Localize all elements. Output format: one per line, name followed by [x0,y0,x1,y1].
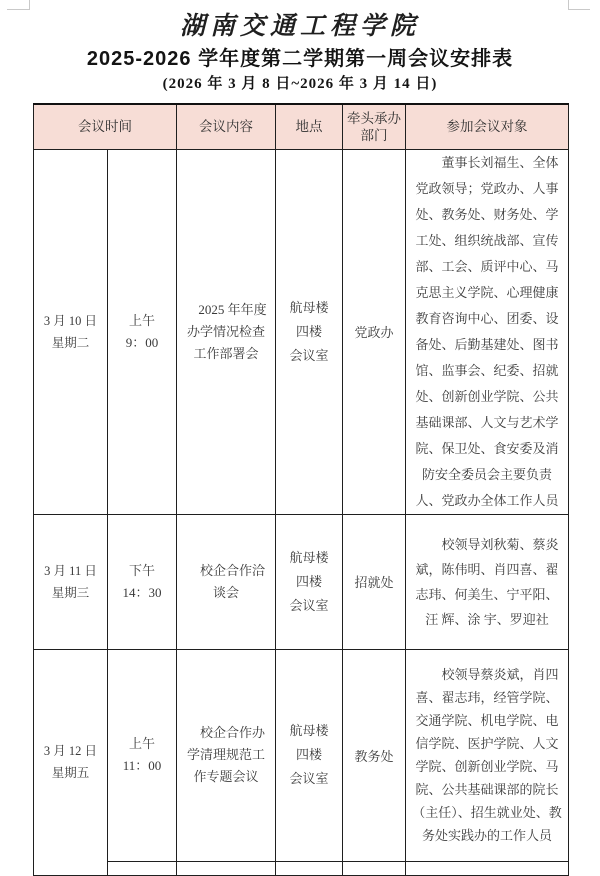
location-line: 会议室 [289,347,329,363]
location-line: 会议室 [289,597,329,613]
meeting-time [108,514,177,649]
meeting-row-1 [34,149,569,514]
col-header-meeting-content: 会议内容 [177,104,276,149]
date-text: 3 月 10 日 [43,313,98,328]
date-text: 3 月 11 日 [44,563,97,578]
participants: 董事长刘福生、全体党政领导；党政办、人事处、教务处、财务处、学工处、组织统战部、宣传部、工会、质评中心、马克思主义学院、心理健康教育咨询中心、团委、设备处、后勤基建处、图书馆、监事会、纪委、招就处、创新创业学院、公共基础课部、人文与艺术学院、保卫处、食安委及消防安全委员会主要负责人、党政办全体工作人员 [406,149,569,514]
location-line: 航母楼 [289,723,329,738]
meeting-content: 校企合作洽谈会 [177,514,276,649]
location-line: 会议室 [289,771,329,786]
weekday-text: 星期二 [51,335,90,350]
lead-department: 党政办 [343,149,406,514]
lead-department [343,861,406,875]
time-text: 9：00 [125,334,159,350]
meeting-content: 校企合作办学清理规范工作专题会议 [177,649,276,861]
participants: 校领导刘秋菊、蔡炎斌，陈伟明、肖四喜、翟志玮、何美生、宁平阳、汪 辉、涂 宇、罗迎社 [406,514,569,649]
meeting-time [108,149,177,514]
location-line: 四楼 [295,747,322,762]
location-line: 航母楼 [289,299,329,315]
period-text: 上午 [128,736,155,751]
meeting-time [108,861,177,875]
meeting-content [177,861,276,875]
meeting-date [34,514,108,649]
weekday-text: 星期五 [51,766,90,780]
lead-department: 教务处 [343,649,406,861]
time-text: 11：00 [122,758,162,773]
meeting-location [276,514,343,649]
location-line: 四楼 [295,323,322,339]
meeting-location [276,649,343,861]
location-line: 航母楼 [289,549,329,565]
period-text: 下午 [128,562,155,578]
date-text: 3 月 12 日 [43,744,98,758]
meeting-location [276,861,343,875]
period-text: 上午 [128,312,155,328]
participants: 校领导蔡炎斌，肖四喜、翟志玮，经管学院、交通学院、机电学院、电信学院、医护学院、人文学院、创新创业学院、马 院、公共基础课部的院长（主任）、招生就业处、教务处实践办的工作人员 [406,649,569,861]
meeting-row-3 [34,649,569,861]
col-header-meeting-time: 会议时间 [34,104,177,149]
meeting-date [34,649,108,875]
date-range: (2026 年 3 月 8 日~2026 年 3 月 14 日) [162,76,438,92]
time-text: 14：30 [122,584,162,600]
lead-department: 招就处 [343,514,406,649]
location-line: 四楼 [295,573,322,589]
meeting-location [276,149,343,514]
table-header-row [34,104,569,149]
weekday-text: 星期三 [51,585,90,600]
meeting-content: 2025 年年度办学情况检查工作部署会 [177,149,276,514]
school-title: 湖南交通工程学院 [179,13,420,40]
col-header-lead-department: 牵头承办部门 [343,104,406,149]
meeting-date [34,149,108,514]
meeting-row-2 [34,514,569,649]
col-header-participants: 参加会议对象 [406,104,569,149]
meeting-schedule-table [33,103,569,876]
schedule-title: 2025-2026 学年度第二学期第一周会议安排表 [86,48,514,70]
col-header-location: 地点 [276,104,343,149]
meeting-row-4-cutoff [34,861,569,875]
meeting-time [108,649,177,861]
participants [406,861,569,875]
